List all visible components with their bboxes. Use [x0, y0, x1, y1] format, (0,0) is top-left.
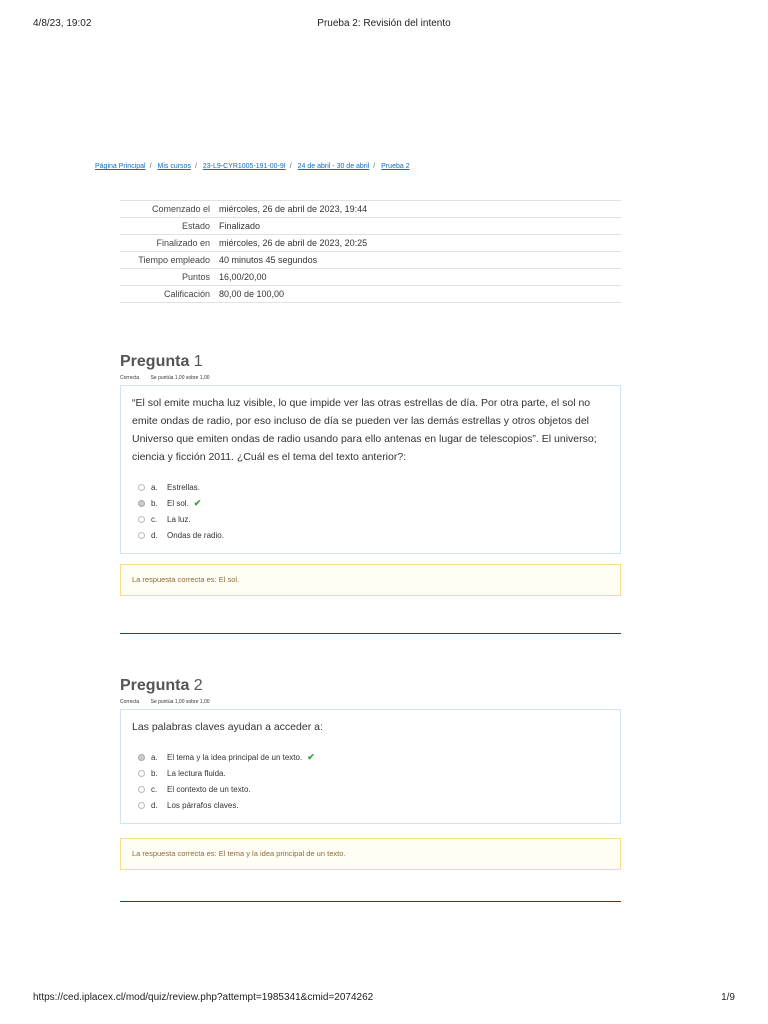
question-divider: [120, 901, 621, 902]
option-text: Estrellas.: [167, 482, 200, 492]
radio-button[interactable]: [138, 532, 145, 539]
option-text: El tema y la idea principal de un texto.: [167, 752, 303, 762]
summary-row-state: [120, 218, 621, 235]
option-text: El sol.: [167, 498, 189, 508]
option-letter: b.: [151, 768, 158, 778]
print-page-number: 1/9: [721, 992, 735, 1003]
radio-button[interactable]: [138, 516, 145, 523]
option-letter: b.: [151, 498, 158, 508]
summary-label: Finalizado en: [120, 235, 215, 252]
summary-value: 16,00/20,00: [215, 269, 621, 286]
option-letter: c.: [151, 784, 158, 794]
summary-label: Tiempo empleado: [120, 252, 215, 269]
correct-answer-feedback: La respuesta correcta es: El tema y la idea principal de un texto.: [120, 838, 621, 870]
summary-label: Estado: [120, 218, 215, 235]
summary-label: Comenzado el: [120, 201, 215, 218]
question-status: Correcta: [120, 375, 140, 381]
summary-label: Calificación: [120, 286, 215, 303]
question-box: [120, 709, 621, 824]
summary-value: Finalizado: [215, 218, 621, 235]
breadcrumb-separator: /: [149, 163, 152, 170]
answer-option-c[interactable]: [132, 781, 609, 797]
question-status: Correcta: [120, 699, 140, 705]
question-title: [120, 352, 621, 372]
breadcrumb-home[interactable]: Página Principal: [95, 163, 146, 170]
radio-button-selected[interactable]: [138, 500, 145, 507]
question-1: [120, 352, 621, 596]
option-text: El contexto de un texto.: [167, 784, 251, 794]
radio-button[interactable]: [138, 786, 145, 793]
attempt-summary-table: [120, 200, 621, 303]
summary-label: Puntos: [120, 269, 215, 286]
question-title: [120, 676, 621, 696]
answer-option-d[interactable]: [132, 797, 609, 813]
question-box: [120, 385, 621, 554]
option-text: La luz.: [167, 514, 191, 524]
summary-row-points: [120, 269, 621, 286]
breadcrumb-course[interactable]: 23-L9-CYR1005-191-00-9I: [202, 163, 286, 170]
summary-row-grade: [120, 286, 621, 303]
question-number: 2: [193, 677, 203, 694]
answer-option-c[interactable]: [132, 511, 609, 527]
answer-option-a[interactable]: [132, 749, 609, 765]
print-footer: [33, 992, 735, 1006]
summary-value: miércoles, 26 de abril de 2023, 19:44: [215, 201, 621, 218]
option-letter: c.: [151, 514, 158, 524]
summary-value: miércoles, 26 de abril de 2023, 20:25: [215, 235, 621, 252]
question-meta: [120, 699, 621, 708]
option-letter: d.: [151, 800, 158, 810]
question-divider: [120, 633, 621, 634]
question-meta: [120, 375, 621, 384]
breadcrumb-separator: /: [194, 163, 197, 170]
question-2: [120, 676, 621, 870]
breadcrumb: [95, 163, 410, 170]
answer-options: [132, 479, 609, 543]
radio-button[interactable]: [138, 484, 145, 491]
option-letter: a.: [151, 752, 158, 762]
summary-row-time: [120, 252, 621, 269]
check-icon: ✔: [307, 751, 315, 762]
radio-button[interactable]: [138, 770, 145, 777]
option-letter: a.: [151, 482, 158, 492]
answer-option-b[interactable]: [132, 495, 609, 511]
answer-option-d[interactable]: [132, 527, 609, 543]
breadcrumb-separator: /: [373, 163, 376, 170]
print-date: 4/8/23, 19:02: [33, 18, 92, 29]
answer-options: [132, 749, 609, 813]
option-text: Ondas de radio.: [167, 530, 224, 540]
question-title-label: Pregunta: [120, 677, 190, 694]
option-text: La lectura fluida.: [167, 768, 226, 778]
check-icon: ✔: [193, 497, 202, 508]
question-number: 1: [193, 353, 203, 370]
question-score: Se puntúa 1,00 sobre 1,00: [150, 375, 210, 381]
summary-row-finished: [120, 235, 621, 252]
option-letter: d.: [151, 530, 158, 540]
print-header: [33, 18, 735, 34]
breadcrumb-quiz[interactable]: Prueba 2: [381, 163, 410, 170]
answer-option-a[interactable]: [132, 479, 609, 495]
question-score: Se puntúa 1,00 sobre 1,00: [150, 699, 210, 705]
radio-button-selected[interactable]: [138, 754, 145, 761]
breadcrumb-separator: /: [289, 163, 292, 170]
question-text: “El sol emite mucha luz visible, lo que impide ver las otras estrellas de día. Por otra parte, el sol no emite ondas de radio, por eso incluso de día se pueden ver las demás estrellas y otros objetos del Universo que emiten ondas de radio usando para ello antenas en lugar de telescopios”. El universo; ciencia y ficción 2011. ¿Cuál es el tema del texto anterior?:: [132, 397, 597, 463]
option-text: Los párrafos claves.: [167, 800, 239, 810]
print-title: Prueba 2: Revisión del intento: [317, 18, 451, 29]
correct-answer-feedback: La respuesta correcta es: El sol.: [120, 564, 621, 596]
answer-option-b[interactable]: [132, 765, 609, 781]
question-title-label: Pregunta: [120, 353, 190, 370]
summary-value: 80,00 de 100,00: [215, 286, 621, 303]
breadcrumb-week[interactable]: 24 de abril - 30 de abril: [297, 163, 370, 170]
breadcrumb-my-courses[interactable]: Mis cursos: [157, 163, 191, 170]
radio-button[interactable]: [138, 802, 145, 809]
summary-value: 40 minutos 45 segundos: [215, 252, 621, 269]
print-url: https://ced.iplacex.cl/mod/quiz/review.php?attempt=1985341&cmid=2074262: [33, 992, 374, 1003]
question-text: Las palabras claves ayudan a acceder a:: [132, 721, 323, 733]
summary-row-started: [120, 201, 621, 218]
